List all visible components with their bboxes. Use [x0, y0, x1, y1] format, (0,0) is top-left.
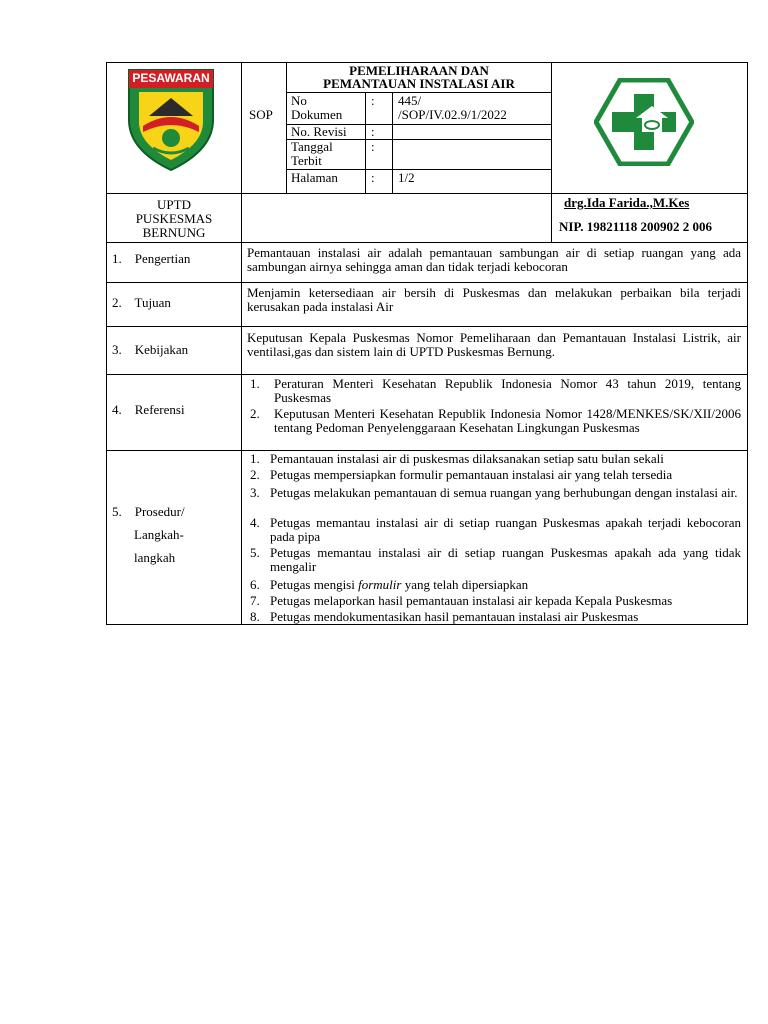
list-item-number: 5.: [250, 545, 260, 560]
list-item-text: Petugas melakukan pemantauan di semua ruangan yang berhubungan dengan instalasi air.: [270, 485, 738, 500]
list-item-number: 1.: [250, 376, 260, 391]
section-text-pengertian: Pemantauan instalasi air adalah pemantauan sambungan air di setiap ruangan yang ada sambungan airnya sehingga aman dan tidak terjadi kebocoran: [247, 245, 741, 274]
tanggal-terbit-label-1: Tanggal: [291, 139, 333, 154]
list-item: [250, 452, 741, 468]
list-item-text: Keputusan Menteri Kesehatan Republik Indonesia Nomor 1428/MENKES/SK/XII/2006 tentang Pedoman Penyelenggaraan Kesehatan Lingkungan Puskesmas: [274, 406, 741, 435]
signer-nip: NIP. 19821118 200902 2 006: [559, 219, 713, 234]
list-item: [250, 516, 741, 546]
list-item-text-before: Petugas mengisi: [270, 577, 359, 592]
tanggal-terbit-label-2: Terbit: [291, 153, 322, 168]
list-item-number: 7.: [250, 593, 260, 608]
halaman-value: 1/2: [398, 170, 415, 185]
list-item-number: 1.: [250, 451, 260, 466]
list-item: [250, 468, 741, 486]
list-item-text: Petugas melaporkan hasil pemantauan instalasi air kepada Kepala Puskesmas: [270, 593, 673, 608]
list-item-number: 2.: [250, 467, 260, 482]
section-label-kebijakan: 3. Kebijakan: [112, 342, 189, 357]
puskesmas-logo: [594, 78, 694, 166]
no-dokumen-value-1: 445/: [398, 93, 422, 108]
section-label-referensi: 4. Referensi: [112, 402, 185, 417]
org-name-line2: PUSKESMAS: [135, 211, 213, 226]
section-text-tujuan: Menjamin ketersediaan air bersih di Puskesmas dan melakukan perbaikan bila terjadi kerusakan pada instalasi Air: [247, 285, 741, 314]
list-item: [250, 546, 741, 578]
list-item-text-italic: formulir: [358, 577, 402, 592]
list-item-text: Petugas mempersiapkan formulir pemantauan instalasi air yang telah tersedia: [270, 467, 673, 482]
section-label-prosedur: 5. Prosedur/: [112, 504, 185, 519]
section-label-tujuan: 2. Tujuan: [112, 295, 171, 310]
section-text-kebijakan: Keputusan Kepala Puskesmas Nomor Pemeliharaan dan Pemantauan Instalasi Listrik, air ventilasi,gas dan sistem lain di UPTD Puskesmas Bernung.: [247, 330, 741, 359]
no-dokumen-value-2: /SOP/IV.02.9/1/2022: [398, 107, 507, 122]
prosedur-list: [250, 452, 741, 626]
list-item-number: 2.: [250, 406, 260, 421]
signer-name: drg.Ida Farida.,M.Kes: [564, 195, 690, 210]
list-item-text: Petugas mendokumentasikan hasil pemantauan instalasi air Puskesmas: [270, 609, 639, 624]
section-label-prosedur-line2: Langkah-: [134, 527, 184, 542]
list-item-number: 6.: [250, 577, 260, 592]
section-label-prosedur-line3: langkah: [134, 550, 176, 565]
puskesmas-cross-icon: [594, 78, 694, 166]
no-dokumen-label-1: No: [291, 93, 307, 108]
list-item-text: [270, 578, 741, 592]
document-title-line1: PEMELIHARAAN DAN: [349, 63, 489, 78]
list-item: [250, 578, 741, 594]
no-dokumen-label-2: Dokumen: [291, 107, 343, 122]
colon: :: [371, 93, 375, 108]
section-label-pengertian: 1. Pengertian: [112, 251, 191, 266]
colon: :: [371, 170, 375, 185]
list-item-text: Petugas memantau instalasi air di setiap ruangan Puskesmas apakah terjadi kebocoran pada pipa: [270, 515, 741, 544]
org-name-line1: UPTD: [157, 197, 191, 212]
list-item-text: Peraturan Menteri Kesehatan Republik Indonesia Nomor 43 tahun 2019, tentang Puskesmas: [274, 376, 741, 405]
org-name-line3: BERNUNG: [142, 225, 206, 240]
list-item: [250, 377, 741, 405]
referensi-list: [250, 377, 741, 435]
list-item-text-after: yang telah dipersiapkan: [401, 577, 529, 592]
list-item-text: Pemantauan instalasi air di puskesmas dilaksanakan setiap satu bulan sekali: [270, 451, 664, 466]
colon: :: [371, 139, 375, 154]
list-item: [250, 610, 741, 626]
document-title-line2: PEMANTAUAN INSTALASI AIR: [323, 76, 515, 91]
list-item-text: Petugas memantau instalasi air di setiap ruangan Puskesmas apakah ada yang tidak mengalir: [270, 545, 741, 574]
list-item-number: 4.: [250, 515, 260, 530]
pesawaran-logo: [125, 68, 217, 172]
list-item: [250, 407, 741, 435]
pesawaran-logo-text: PESAWARAN: [132, 71, 210, 85]
list-item-number: 8.: [250, 609, 260, 624]
halaman-label: Halaman: [291, 170, 338, 185]
no-revisi-label: No. Revisi: [291, 124, 347, 139]
sop-label: SOP: [249, 107, 273, 122]
list-item: [250, 486, 741, 516]
list-item: [250, 594, 741, 610]
list-item-number: 3.: [250, 485, 260, 500]
colon: :: [371, 124, 375, 139]
